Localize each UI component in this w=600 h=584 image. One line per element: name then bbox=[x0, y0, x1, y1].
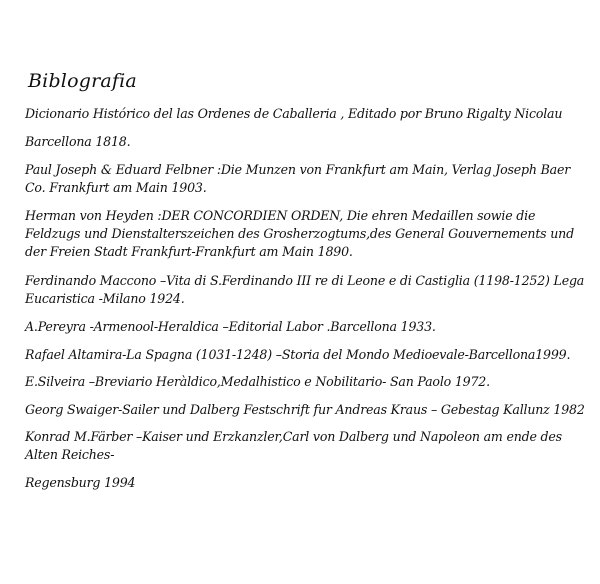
bibliography-entry bbox=[25, 161, 577, 197]
entry-line: Co. Frankfurt am Main 1903. bbox=[25, 180, 207, 195]
entry-line: Herman von Heyden :DER CONCORDIEN ORDEN, Die ehren Medaillen sowie die bbox=[25, 208, 536, 223]
entry-line: A.Pereyra -Armenool-Heraldica –Editorial Labor .Barcellona 1933. bbox=[25, 319, 436, 334]
page-title: Biblografia bbox=[28, 70, 137, 92]
bibliography-entry bbox=[25, 401, 585, 419]
bibliography-entry bbox=[25, 474, 577, 492]
bibliography-entry bbox=[25, 105, 577, 123]
bibliography-entry bbox=[25, 346, 577, 364]
bibliography-entry bbox=[25, 428, 577, 464]
entry-line: Georg Swaiger-Sailer und Dalberg Festschrift fur Andreas Kraus – Gebestag Kallunz 1982 bbox=[25, 402, 585, 417]
entry-line: Feldzugs und Dienstalterszeichen des Grosherzogtums,des General Gouvernements und bbox=[25, 226, 574, 241]
entry-line: Ferdinando Maccono –Vita di S.Ferdinando III re di Leone e di Castiglia (1198-1252) Lega bbox=[25, 273, 585, 288]
entry-line: Regensburg 1994 bbox=[25, 475, 136, 490]
bibliography-entry bbox=[25, 318, 577, 336]
bibliography-entry bbox=[25, 373, 577, 391]
entry-line: Rafael Altamira-La Spagna (1031-1248) –Storia del Mondo Medioevale-Barcellona1999. bbox=[25, 347, 571, 362]
entry-line: Barcellona 1818. bbox=[25, 134, 131, 149]
entry-line: Paul Joseph & Eduard Felbner :Die Munzen von Frankfurt am Main, Verlag Joseph Baer bbox=[25, 162, 571, 177]
entry-line: Konrad M.Färber –Kaiser und Erzkanzler,Carl von Dalberg und Napoleon am ende des bbox=[25, 429, 562, 444]
entry-line: E.Silveira –Breviario Heràldico,Medalhistico e Nobilitario- San Paolo 1972. bbox=[25, 374, 490, 389]
entry-line: Dicionario Histórico del las Ordenes de Caballeria , Editado por Bruno Rigalty Nicolau bbox=[25, 106, 563, 121]
bibliography-entry bbox=[25, 207, 577, 261]
bibliography-entry bbox=[25, 272, 585, 308]
entry-line: der Freien Stadt Frankfurt-Frankfurt am Main 1890. bbox=[25, 244, 353, 259]
entry-line: Eucaristica -Milano 1924. bbox=[25, 291, 185, 306]
bibliography-entry bbox=[25, 133, 577, 151]
entry-line: Alten Reiches- bbox=[25, 447, 115, 462]
